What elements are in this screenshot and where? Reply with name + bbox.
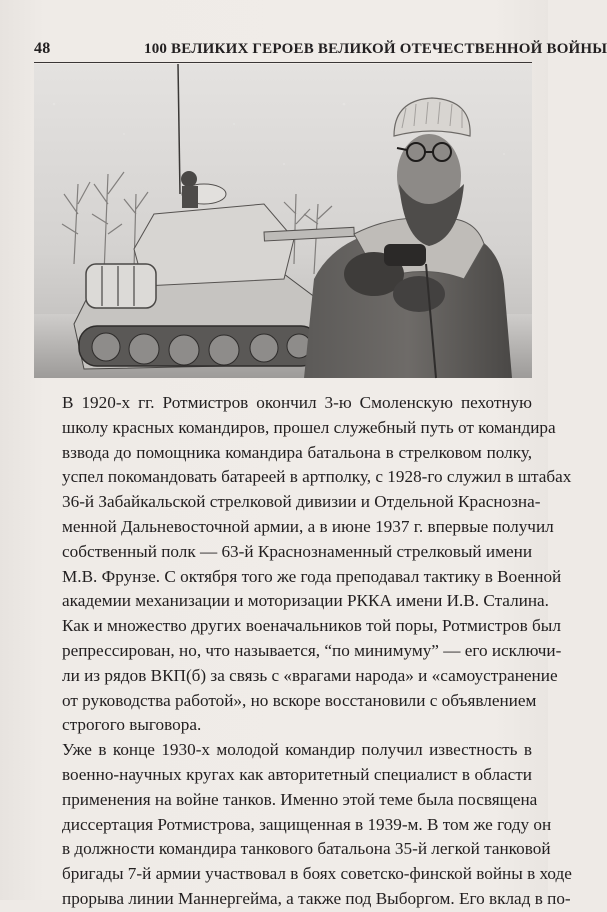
- text-line: Уже в конце 1930-х молодой командир получил известность в: [62, 740, 532, 760]
- text-line: ли из рядов ВКП(б) за связь с «врагами народа» и «самоустранение: [62, 665, 558, 685]
- text-line: применения на войне танков. Именно этой теме была посвящена: [62, 789, 538, 809]
- text-line: диссертация Ротмистрова, защищенная в 1939-м. В том же году он: [62, 814, 552, 834]
- text-line: М.В. Фрунзе. С октября того же года преподавал тактику в Военной: [62, 566, 562, 586]
- paragraph-1: [38, 391, 572, 738]
- text-line: 36-й Забайкальской стрелковой дивизии и Отдельной Краснозна-: [62, 492, 541, 512]
- text-line: строгого выговора.: [62, 715, 202, 735]
- header-rule: [34, 62, 532, 63]
- text-line: военно-научных кругах как авторитетный специалист в области: [62, 764, 532, 784]
- text-line: взвода до помощника командира батальона в стрелковом полку,: [62, 442, 532, 462]
- text-line: академии механизации и моторизации РККА имени И.В. Сталина.: [62, 591, 549, 611]
- text-line: Как и множество других военачальников той поры, Ротмистров был: [62, 616, 561, 636]
- historical-photo: [34, 64, 532, 378]
- body-text: [38, 391, 572, 912]
- photo-illustration: [34, 64, 532, 378]
- running-title: 100 ВЕЛИКИХ ГЕРОЕВ ВЕЛИКОЙ ОТЕЧЕСТВЕННОЙ ВОЙНЫ: [144, 41, 607, 57]
- page-header: [34, 40, 607, 60]
- text-line: в должности командира танкового батальона 35-й легкой танковой: [62, 839, 551, 859]
- text-line: успел покомандовать батареей в артполку, с 1928-го служил в штабах: [62, 467, 572, 487]
- text-line: В 1920-х гг. Ротмистров окончил 3-ю Смоленскую пехотную: [62, 393, 532, 412]
- paragraph-2: [38, 738, 572, 912]
- text-line: менной Дальневосточной армии, а в июне 1937 г. впервые получил: [62, 516, 554, 536]
- text-line: от руководства работой», но вскоре восстановили с объявлением: [62, 690, 537, 710]
- text-line: бригады 7-й армии участвовал в боях советско-финской войны в ходе: [62, 864, 572, 884]
- page-number: 48: [34, 40, 51, 57]
- text-line: репрессирован, но, что называется, “по минимуму” — его исключи-: [62, 640, 562, 660]
- text-line: прорыва линии Маннергейма, а также под Выборгом. Его вклад в по-: [62, 888, 571, 908]
- text-line: школу красных командиров, прошел служебный путь от командира: [62, 417, 556, 437]
- text-line: собственный полк — 63-й Краснознаменный стрелковый имени: [62, 541, 533, 561]
